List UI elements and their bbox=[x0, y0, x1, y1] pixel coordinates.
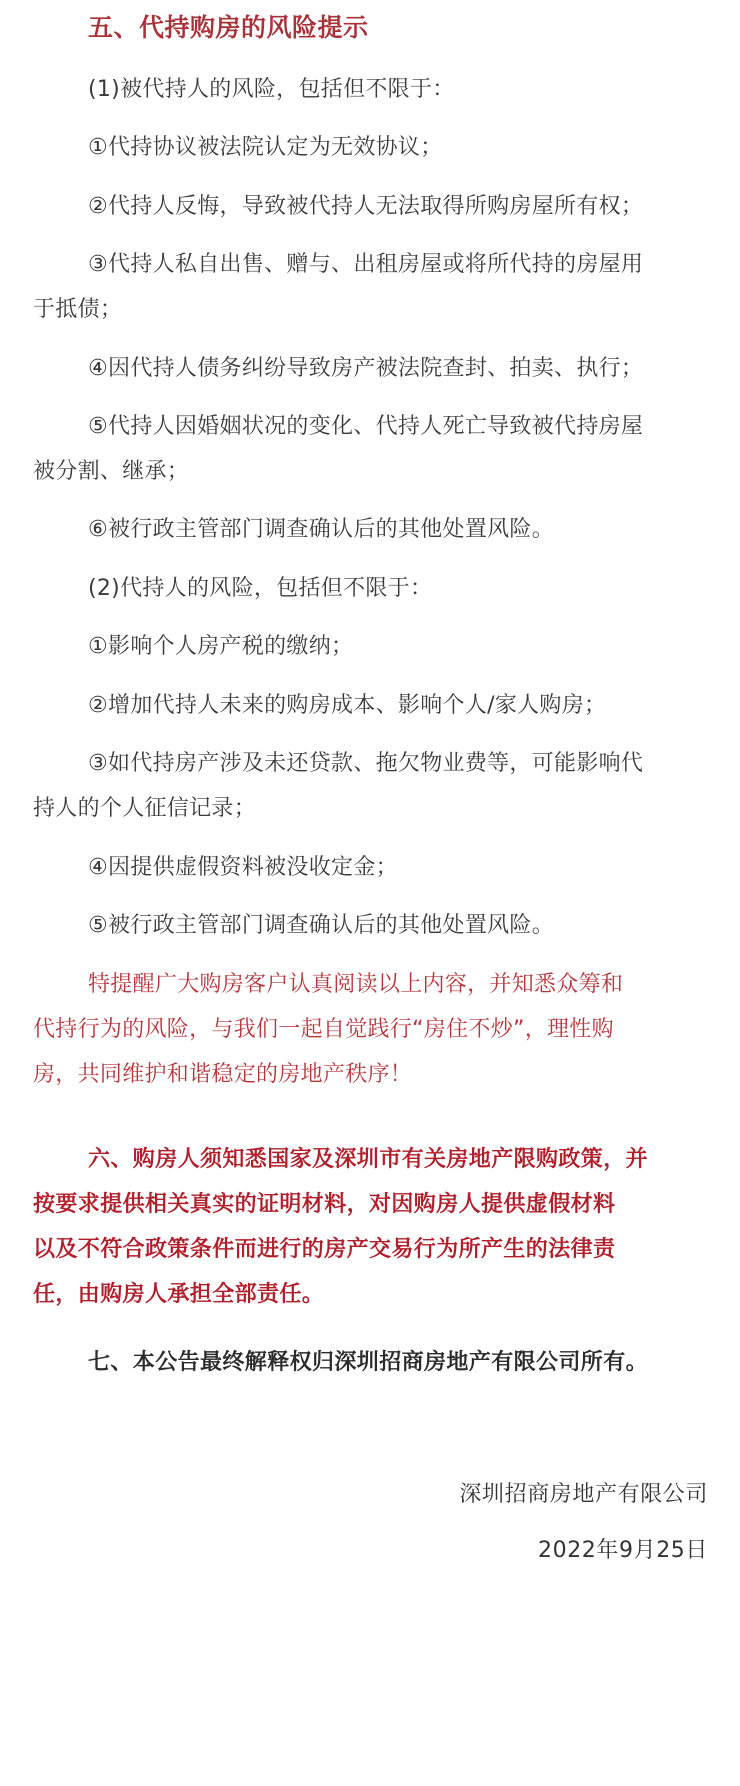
signature-date: 2022年9月25日 bbox=[538, 1538, 708, 1563]
section-6-line-2: 按要求提供相关真实的证明材料，对因购房人提供虚假材料 bbox=[33, 1192, 616, 1217]
part-2-item-4: ④因提供虚假资料被没收定金； bbox=[88, 855, 398, 880]
section-5-heading: 五、代持购房的风险提示 bbox=[88, 13, 369, 42]
part-1-item-5-line-1: ⑤代持人因婚姻状况的变化、代持人死亡导致被代持房屋 bbox=[88, 414, 644, 439]
part-2-item-3-line-2: 持人的个人征信记录； bbox=[33, 796, 257, 821]
part-2-item-5: ⑤被行政主管部门调查确认后的其他处置风险。 bbox=[88, 913, 555, 938]
part-1-item-4: ④因代持人债务纠纷导致房产被法院查封、拍卖、执行； bbox=[88, 356, 644, 381]
part-1-item-6: ⑥被行政主管部门调查确认后的其他处置风险。 bbox=[88, 517, 555, 542]
section-6-line-1: 六、购房人须知悉国家及深圳市有关房地产限购政策，并 bbox=[88, 1147, 649, 1172]
part-1-title: (1)被代持人的风险，包括但不限于： bbox=[88, 77, 455, 102]
part-2-title: (2)代持人的风险，包括但不限于： bbox=[88, 576, 433, 601]
part-1-item-3-line-2: 于抵债； bbox=[33, 297, 123, 322]
reminder-line-3: 房，共同维护和谐稳定的房地产秩序！ bbox=[33, 1062, 413, 1087]
part-1-item-3-line-1: ③代持人私自出售、赠与、出租房屋或将所代持的房屋用 bbox=[88, 252, 644, 277]
section-6-line-4: 任，由购房人承担全部责任。 bbox=[33, 1282, 325, 1307]
part-2-item-3-line-1: ③如代持房产涉及未还贷款、拖欠物业费等，可能影响代 bbox=[88, 751, 644, 776]
reminder-line-1: 特提醒广大购房客户认真阅读以上内容，并知悉众筹和 bbox=[88, 972, 624, 997]
part-1-item-5-line-2: 被分割、继承； bbox=[33, 459, 190, 484]
section-7-text: 七、本公告最终解释权归深圳招商房地产有限公司所有。 bbox=[88, 1350, 649, 1375]
reminder-line-2: 代持行为的风险，与我们一起自觉践行“房住不炒”，理性购 bbox=[33, 1017, 614, 1042]
part-2-item-2: ②增加代持人未来的购房成本、影响个人/家人购房； bbox=[88, 693, 607, 718]
part-1-item-2: ②代持人反悔，导致被代持人无法取得所购房屋所有权； bbox=[88, 194, 644, 219]
part-2-item-1: ①影响个人房产税的缴纳； bbox=[88, 634, 354, 659]
signature-company: 深圳招商房地产有限公司 bbox=[459, 1482, 708, 1507]
section-6-line-3: 以及不符合政策条件而进行的房产交易行为所产生的法律责 bbox=[33, 1237, 616, 1262]
part-1-item-1: ①代持协议被法院认定为无效协议； bbox=[88, 135, 443, 160]
